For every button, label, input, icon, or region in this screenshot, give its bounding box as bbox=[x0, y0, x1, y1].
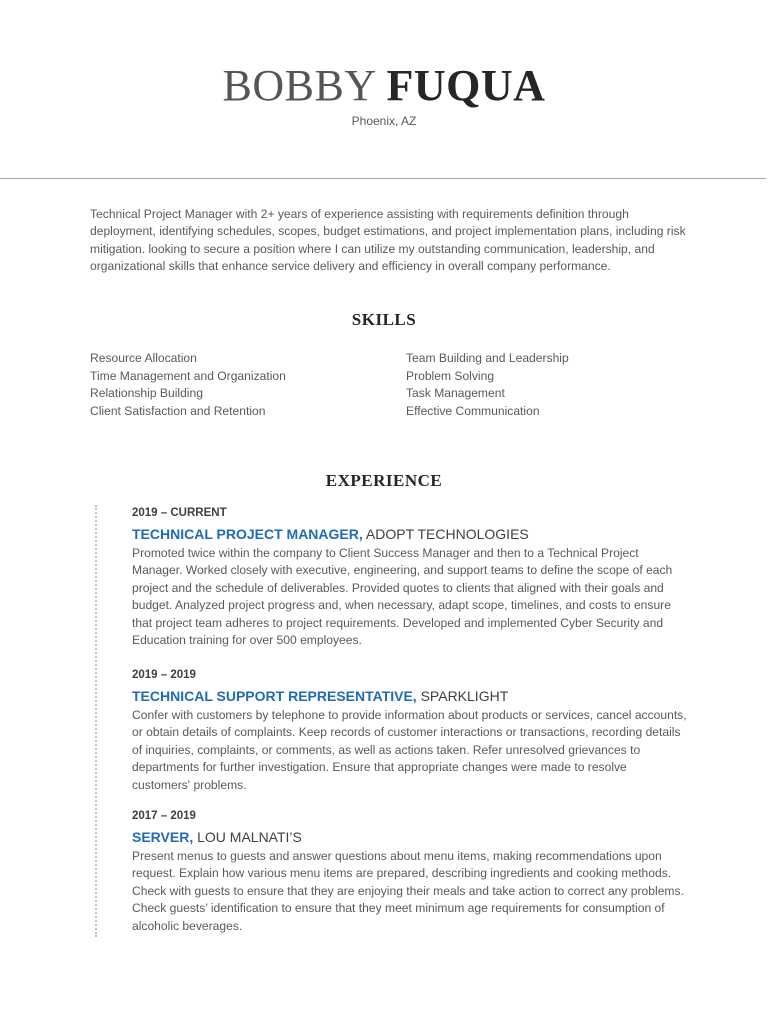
header-divider bbox=[0, 178, 766, 179]
skill-item: Effective Communication bbox=[406, 403, 540, 418]
job-entry bbox=[132, 809, 688, 935]
job-title: TECHNICAL SUPPORT REPRESENTATIVE, bbox=[132, 688, 417, 704]
skill-item: Client Satisfaction and Retention bbox=[90, 403, 266, 418]
experience-heading: EXPERIENCE bbox=[325, 471, 443, 490]
resume-header bbox=[0, 60, 768, 128]
professional-summary: Technical Project Manager with 2+ years of experience assisting with requirements definition through deployment, identifying schedules, scopes, budget estimations, and project implementation plans, including risk mitigation. looking to secure a position where I can utilize my outstanding communication, leadership, and organizational skills that enhance service delivery and efficiency in overall company performance. bbox=[90, 207, 686, 274]
first-name: BOBBY bbox=[222, 61, 376, 110]
job-entry bbox=[132, 506, 688, 649]
job-dates: 2019 – 2019 bbox=[132, 669, 196, 681]
job-title-line bbox=[132, 827, 688, 847]
skill-item: Team Building and Leadership bbox=[406, 351, 569, 365]
last-name: FUQUA bbox=[386, 61, 546, 110]
skills-left-column bbox=[90, 350, 286, 420]
job-dates: 2017 – 2019 bbox=[132, 810, 196, 822]
candidate-name bbox=[0, 60, 768, 112]
job-title-line bbox=[132, 524, 688, 544]
skill-item: Problem Solving bbox=[406, 368, 495, 383]
job-description: Promoted twice within the company to Client Success Manager and then to a Technical Project Manager. Worked closely with executive, engineering, and support teams to define the scope of each project and the schedule of deliverables. Provided quotes to clients that aligned with their goals and budget. Analyzed project progress and, when necessary, adapt scope, timelines, and costs to ensure that project team adheres to project requirements. Developed and implemented Cyber Security and Education training for over 500 employees. bbox=[132, 546, 673, 648]
job-company: SPARKLIGHT bbox=[420, 688, 509, 704]
job-dates: 2019 – CURRENT bbox=[132, 507, 227, 519]
skill-item: Relationship Building bbox=[90, 386, 203, 401]
job-description: Confer with customers by telephone to provide information about products or services, cancel accounts, or obtain details of complaints. Keep records of customer interactions or transactions, recording details of inquiries, complaints, or comments, as well as actions taken. Refer unresolved grievances to departments for further investigation. Ensure that appropriate changes were made to resolve customers' problems. bbox=[132, 708, 687, 792]
job-description: Present menus to guests and answer questions about menu items, making recommendations upon request. Explain how various menu items are prepared, describing ingredients and cooking methods. Check with guests to ensure that they are enjoying their meals and take action to correct any problems. Check guests’ identification to ensure that they meet minimum age requirements for consumption of alcoholic beverages. bbox=[132, 849, 684, 933]
skills-right-column bbox=[406, 350, 569, 420]
job-title-line bbox=[132, 686, 688, 706]
job-title: SERVER, bbox=[132, 829, 194, 845]
skill-item: Time Management and Organization bbox=[90, 368, 286, 383]
skill-item: Task Management bbox=[406, 386, 505, 401]
job-title: TECHNICAL PROJECT MANAGER, bbox=[132, 526, 363, 542]
skill-item: Resource Allocation bbox=[90, 351, 197, 365]
skills-heading: SKILLS bbox=[351, 310, 417, 329]
timeline-divider bbox=[95, 505, 97, 937]
job-entry bbox=[132, 668, 688, 794]
job-company: ADOPT TECHNOLOGIES bbox=[365, 526, 529, 542]
job-company: LOU MALNATI’S bbox=[197, 829, 302, 845]
location: Phoenix, AZ bbox=[351, 114, 417, 128]
